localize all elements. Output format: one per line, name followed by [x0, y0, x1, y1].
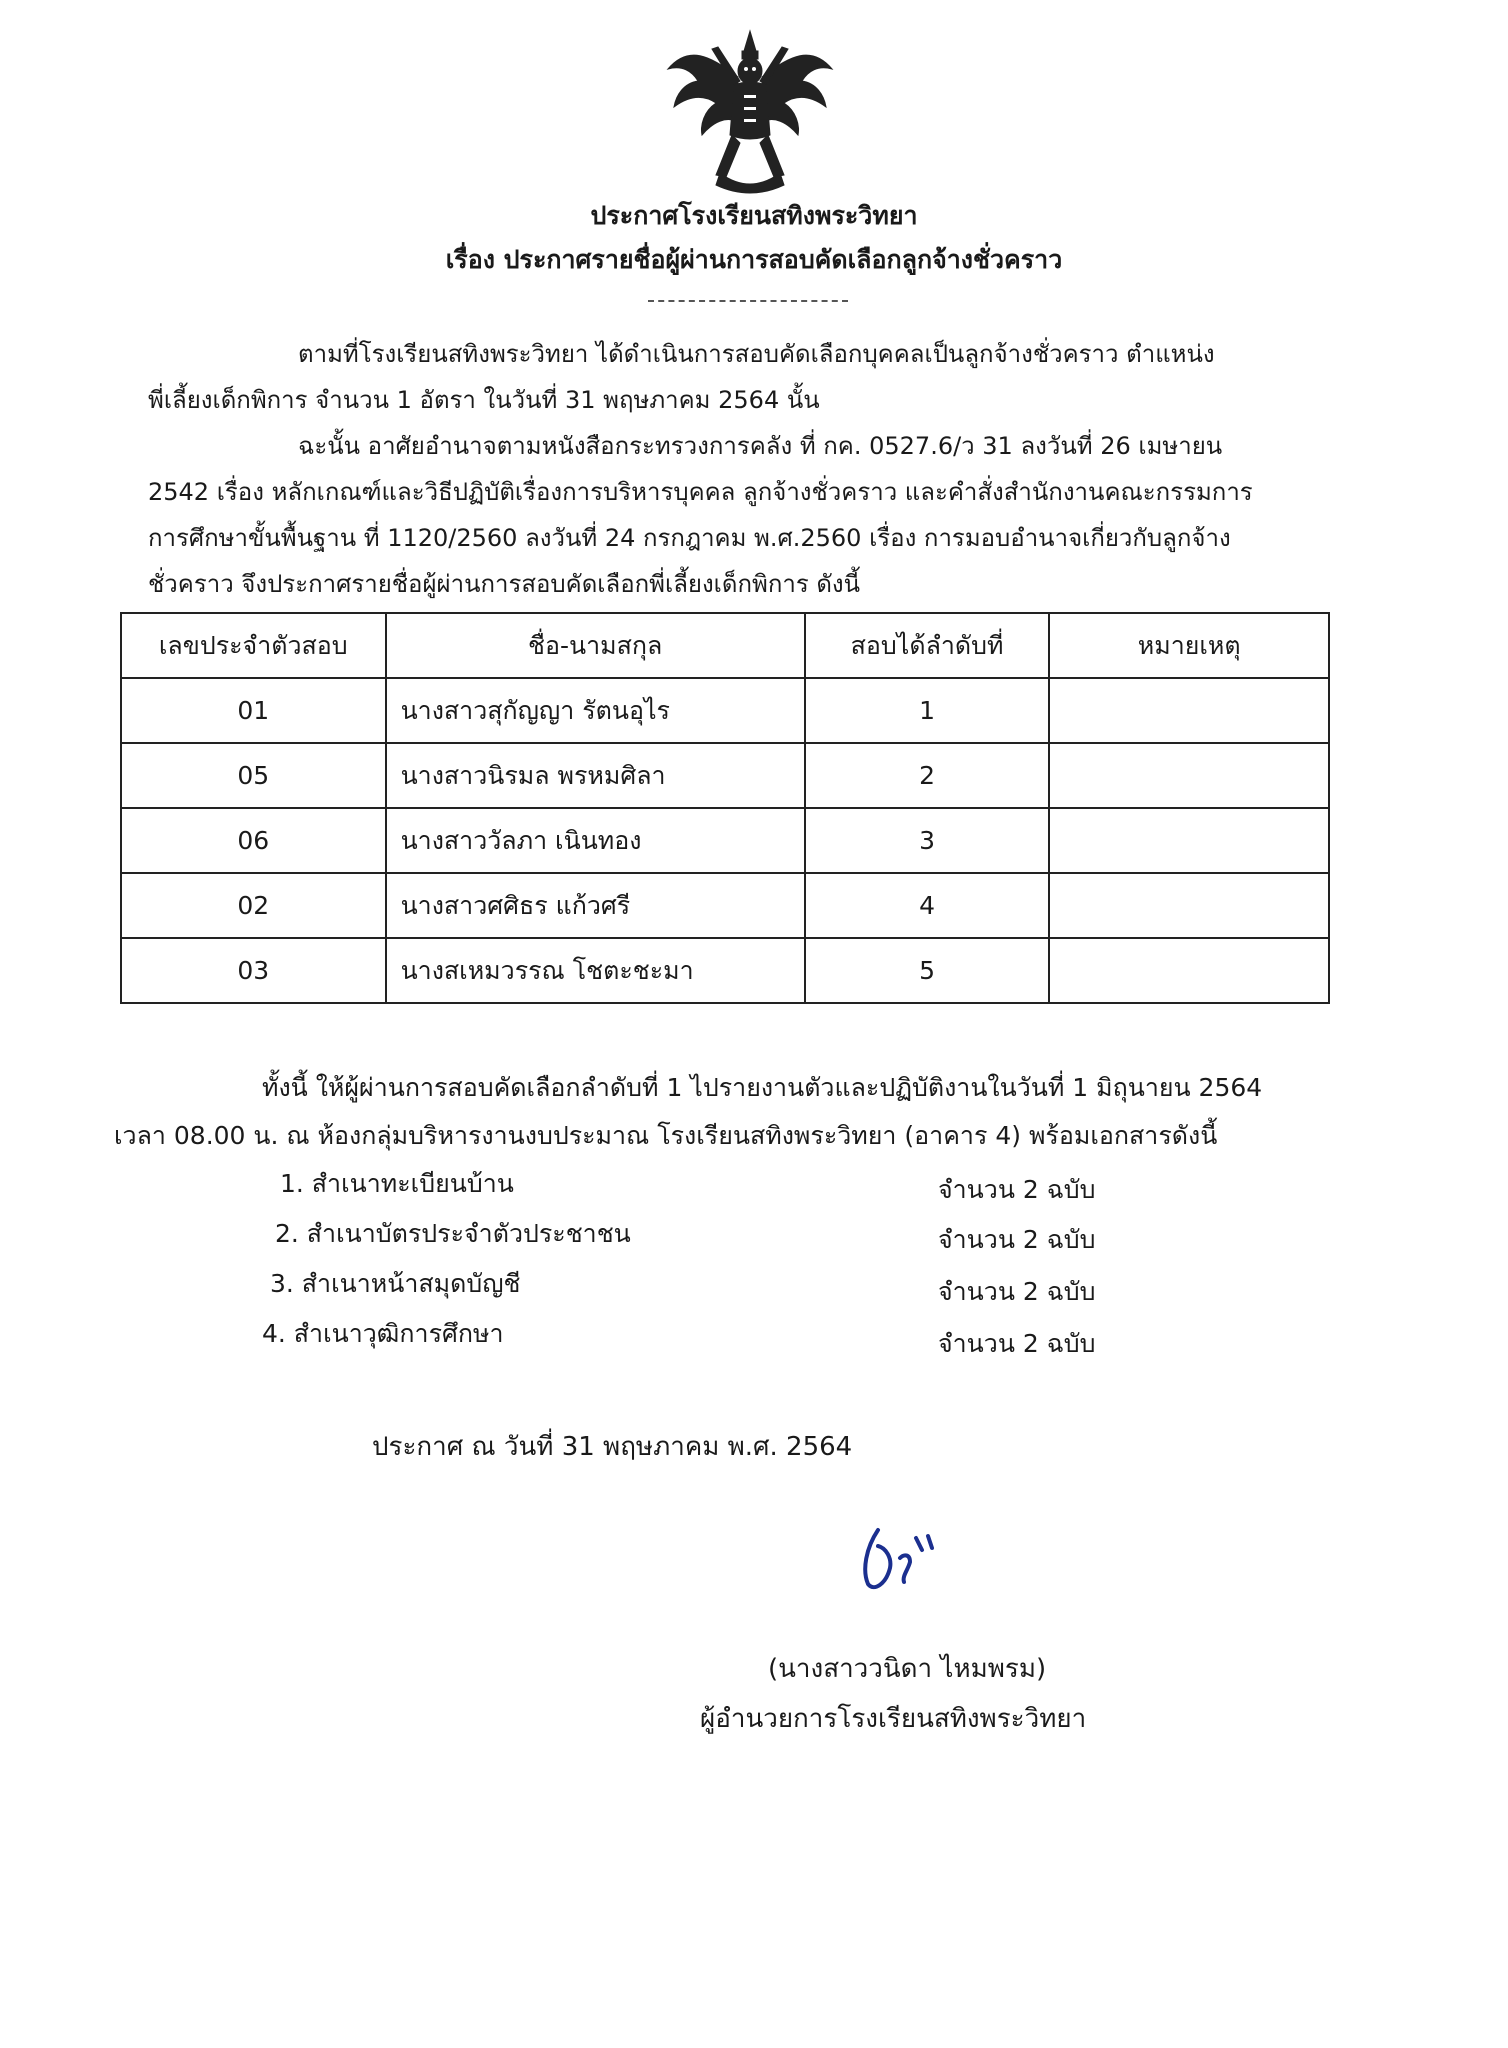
cell-rank: 5 — [805, 938, 1050, 1003]
paragraph-2-line-3: การศึกษาขั้นพื้นฐาน ที่ 1120/2560 ลงวันที่ 24 กรกฎาคม พ.ศ.2560 เรื่อง การมอบอำนาจเกี่ยวกับลูกจ้าง — [148, 524, 1231, 552]
paragraph-1-line-2: พี่เลี้ยงเด็กพิการ จำนวน 1 อัตรา ในวันที่ 31 พฤษภาคม 2564 นั้น — [148, 386, 820, 414]
signatory-position: ผู้อำนวยการโรงเรียนสทิงพระวิทยา — [700, 1704, 1087, 1734]
paragraph-2-line-2: 2542 เรื่อง หลักเกณฑ์และวิธีปฏิบัติเรื่องการบริหารบุคคล ลูกจ้างชั่วคราว และคำสั่งสำนักงานคณะกรรมการ — [148, 478, 1253, 506]
paragraph-1-line-1: ตามที่โรงเรียนสทิงพระวิทยา ได้ดำเนินการสอบคัดเลือกบุคคลเป็นลูกจ้างชั่วคราว ตำแหน่ง — [298, 340, 1215, 368]
header-remarks: หมายเหตุ — [1049, 613, 1329, 678]
document-item-qty: จำนวน 2 ฉบับ — [938, 1225, 1096, 1254]
garuda-emblem-icon — [660, 25, 840, 200]
table-row — [121, 808, 1329, 873]
table-row — [121, 678, 1329, 743]
document-item-qty: จำนวน 2 ฉบับ — [938, 1329, 1096, 1358]
cell-full-name: นางสเหมวรรณ โชตะชะมา — [386, 938, 805, 1003]
cell-rank: 4 — [805, 873, 1050, 938]
cell-exam-id: 02 — [121, 873, 386, 938]
cell-full-name: นางสาววัลภา เนินทอง — [386, 808, 805, 873]
cell-exam-id: 06 — [121, 808, 386, 873]
cell-remarks — [1049, 938, 1329, 1003]
cell-remarks — [1049, 678, 1329, 743]
title-divider — [648, 300, 848, 302]
header-full-name: ชื่อ-นามสกุล — [386, 613, 805, 678]
document-item-label: 2. สำเนาบัตรประจำตัวประชาชน — [275, 1219, 631, 1248]
cell-full-name: นางสาวสุกัญญา รัตนอุไร — [386, 678, 805, 743]
document-title: ประกาศโรงเรียนสทิงพระวิทยา — [590, 201, 918, 230]
paragraph-2-line-4: ชั่วคราว จึงประกาศรายชื่อผู้ผ่านการสอบคัดเลือกพี่เลี้ยงเด็กพิการ ดังนี้ — [148, 570, 861, 598]
cell-rank: 2 — [805, 743, 1050, 808]
results-table — [120, 612, 1330, 1004]
cell-remarks — [1049, 873, 1329, 938]
document-item-label: 4. สำเนาวุฒิการศึกษา — [262, 1319, 504, 1348]
cell-rank: 3 — [805, 808, 1050, 873]
document-item-label: 3. สำเนาหน้าสมุดบัญชี — [270, 1269, 521, 1298]
cell-exam-id: 03 — [121, 938, 386, 1003]
table-row — [121, 743, 1329, 808]
cell-exam-id: 05 — [121, 743, 386, 808]
cell-rank: 1 — [805, 678, 1050, 743]
document-subject: เรื่อง ประกาศรายชื่อผู้ผ่านการสอบคัดเลือกลูกจ้างชั่วคราว — [445, 245, 1063, 274]
document-item-label: 1. สำเนาทะเบียนบ้าน — [280, 1169, 514, 1198]
header-rank: สอบได้ลำดับที่ — [805, 613, 1050, 678]
table-row — [121, 873, 1329, 938]
table-row — [121, 938, 1329, 1003]
signatory-name: (นางสาววนิดา ไหมพรม) — [768, 1654, 1047, 1684]
table-header-row — [121, 613, 1329, 678]
announcement-date: ประกาศ ณ วันที่ 31 พฤษภาคม พ.ศ. 2564 — [372, 1432, 853, 1462]
instruction-line-2: เวลา 08.00 น. ณ ห้องกลุ่มบริหารงานงบประมาณ โรงเรียนสทิงพระวิทยา (อาคาร 4) พร้อมเอกสารดังนี้ — [114, 1121, 1218, 1150]
cell-full-name: นางสาวนิรมล พรหมศิลา — [386, 743, 805, 808]
cell-remarks — [1049, 743, 1329, 808]
cell-full-name: นางสาวศศิธร แก้วศรี — [386, 873, 805, 938]
cell-exam-id: 01 — [121, 678, 386, 743]
cell-remarks — [1049, 808, 1329, 873]
paragraph-2-line-1: ฉะนั้น อาศัยอำนาจตามหนังสือกระทรวงการคลัง ที่ กค. 0527.6/ว 31 ลงวันที่ 26 เมษายน — [298, 432, 1223, 460]
handwritten-signature — [848, 1518, 958, 1598]
instruction-line-1: ทั้งนี้ ให้ผู้ผ่านการสอบคัดเลือกลำดับที่ 1 ไปรายงานตัวและปฏิบัติงานในวันที่ 1 มิถุนายน 2564 — [262, 1073, 1263, 1102]
document-item-qty: จำนวน 2 ฉบับ — [938, 1175, 1096, 1204]
header-exam-id: เลขประจำตัวสอบ — [121, 613, 386, 678]
document-item-qty: จำนวน 2 ฉบับ — [938, 1277, 1096, 1306]
